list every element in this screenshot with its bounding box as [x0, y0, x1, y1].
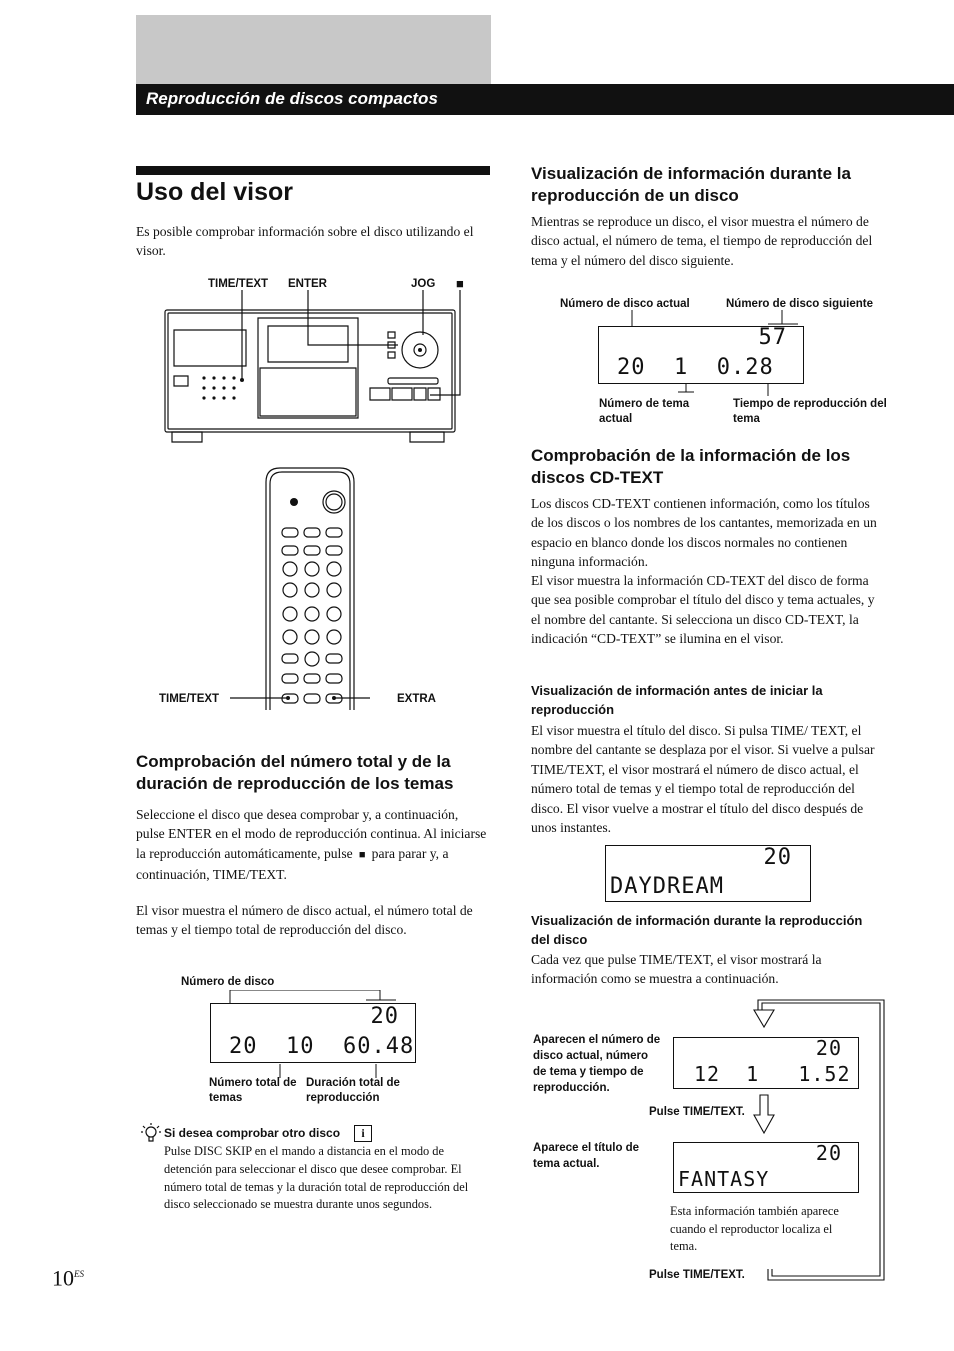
remote-control-illustration — [230, 462, 370, 712]
right-para2: Los discos CD-TEXT contienen información, como los títulos de los discos o los nombres de los cantantes, memorizada en un espacio en blanco donde los discos normales no contienen ninguna información. — [531, 496, 877, 570]
display-b-lcd — [673, 1142, 859, 1193]
section2-paragraph — [136, 805, 488, 885]
display3-bottom: DAYDREAM — [610, 874, 724, 899]
display-a-bottom: 12 1 1.52 — [694, 1062, 851, 1086]
right-heading2: Comprobación de la información de los discos CD-TEXT — [531, 446, 851, 487]
display2-label-current-disc: Número de disco actual — [560, 298, 690, 310]
section2-text-part1: Seleccione el disco que desea comprobar y, a continuación, pulse ENTER en el modo de reproducción continua. Al iniciarse la reproducción automáticamente, pulse — [136, 807, 487, 861]
section2-paragraph2: El visor muestra el número de disco actual, el número total de temas y el tiempo total de reproducción del disco. — [136, 903, 473, 938]
flow-label-a: Aparecen el número de disco actual, número de tema y tiempo de reproducción. — [533, 1034, 661, 1094]
lightbulb-icon — [139, 1121, 161, 1145]
header-gray-block — [136, 15, 491, 85]
display-a-top: 20 — [815, 1036, 842, 1060]
display2-top: 57 — [758, 325, 787, 350]
display2-lcd — [598, 326, 804, 384]
display-b-top: 20 — [815, 1141, 842, 1165]
display1-lcd — [210, 1003, 416, 1063]
display1-top: 20 — [370, 1004, 399, 1029]
player-label-jog: JOG — [411, 278, 436, 290]
flow-press2: Pulse TIME/TEXT. — [649, 1269, 745, 1281]
page-number-suffix: ES — [74, 1269, 84, 1279]
page-number — [52, 1261, 84, 1291]
intro-paragraph: Es posible comprobar información sobre el disco utilizando el visor. — [136, 224, 474, 259]
display-a-lcd — [673, 1037, 859, 1089]
display2-label-time: Tiempo de reproducción del tema — [733, 398, 887, 425]
section-title: Reproducción de discos compactos — [146, 89, 438, 108]
remote-label-time-text: TIME/TEXT — [159, 693, 220, 705]
display1-label-disc: Número de disco — [181, 976, 275, 988]
info-icon: i — [354, 1125, 372, 1142]
tip-title: Si desea comprobar otro disco — [164, 1126, 341, 1140]
stop-symbol: ■ — [356, 848, 369, 861]
player-label-stop: ■ — [456, 276, 464, 291]
sub1-heading: Visualización de información antes de iniciar la reproducción — [531, 683, 823, 717]
page-number-value: 10 — [52, 1265, 74, 1291]
right-para1: Mientras se reproduce un disco, el visor muestra el número de disco actual, el número de tema, el tiempo de reproducción del tema y el número del disco siguiente. — [531, 214, 873, 268]
section2-heading: Comprobación del número total y de la duración de reproducción de los temas — [136, 752, 454, 793]
display3-lcd — [605, 845, 811, 902]
display1-bottom: 20 10 60.48 — [229, 1034, 415, 1059]
page-title: Uso del visor — [136, 178, 293, 206]
right-heading1: Visualización de información durante la reproducción de un disco — [531, 164, 851, 205]
display2-label-next-disc: Número de disco siguiente — [726, 298, 873, 310]
display1-label-total-tracks: Número total de temas — [209, 1077, 297, 1104]
sub2-heading: Visualización de información durante la reproducción del disco — [531, 913, 863, 947]
tip-text: Pulse DISC SKIP en el mando a distancia en el modo de detención para seleccionar el disco que desee comprobar. El número total de temas y la duración total de reproducción del disco seleccionado se muestra durante unos segundos. — [164, 1144, 469, 1212]
display2-label-track: Número de tema actual — [599, 398, 690, 425]
flow-label-b: Aparece el título de tema actual. — [533, 1142, 640, 1170]
display1-label-total-time: Duración total de reproducción — [306, 1077, 400, 1104]
right-para3: El visor muestra la información CD-TEXT del disco de forma que sea posible comprobar el título del disco y tema actuales, y el nombre del cantante. Si selecciona un disco CD-TEXT, la indicación “CD-TEXT” se ilumina en el visor. — [531, 573, 875, 647]
title-rule — [136, 166, 490, 175]
display3-top: 20 — [763, 845, 792, 870]
section2-text-part2: para parar y, a continuación, TIME/TEXT. — [136, 845, 449, 883]
player-label-time-text: TIME/TEXT — [208, 278, 269, 290]
flow-press1: Pulse TIME/TEXT. — [649, 1106, 745, 1118]
display2-bottom: 20 1 0.28 — [617, 355, 774, 380]
remote-label-extra: EXTRA — [397, 693, 436, 705]
sub2-text: Cada vez que pulse TIME/TEXT, el visor mostrará la información como se muestra a continuación. — [531, 952, 822, 987]
player-label-enter: ENTER — [288, 278, 327, 290]
sub1-text: El visor muestra el título del disco. Si pulsa TIME/ TEXT, el nombre del cantante se desplaza por el visor. Si vuelve a pulsar TIME/TEXT, el visor mostrará el número de disco actual, el número total de temas y el tiempo total de reproducción del disco. El visor vuelve a mostrar el título del disco después de unos instantes. — [531, 723, 875, 836]
cd-player-illustration — [160, 290, 480, 450]
flow-note: Esta información también aparece cuando el reproductor localiza el tema. — [670, 1204, 839, 1253]
display-b-bottom: FANTASY — [678, 1167, 770, 1191]
